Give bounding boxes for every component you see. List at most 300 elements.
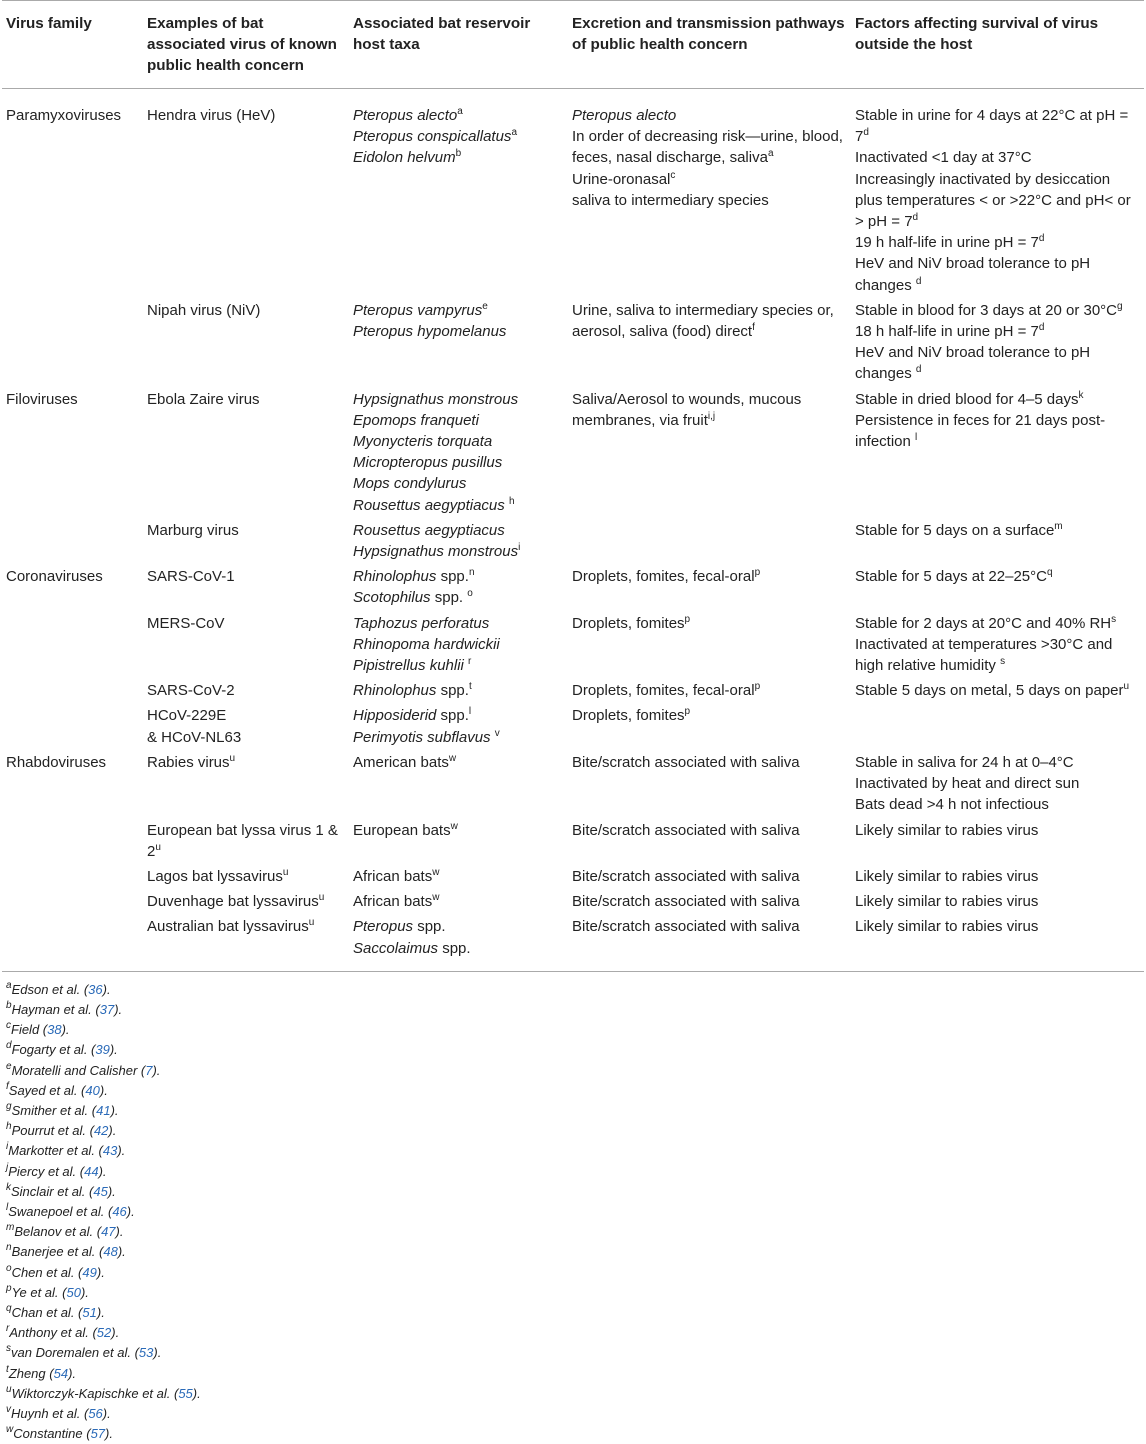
cell-text: Taphozus perforatus — [353, 614, 490, 632]
cell-line — [353, 105, 562, 126]
reference-link[interactable]: 39 — [95, 1042, 110, 1058]
footnote-text: Sayed et al. ( — [8, 1082, 86, 1098]
footnote-marker: u — [1123, 681, 1130, 693]
footnote-end: ). — [115, 1224, 124, 1240]
footnote-text: Pourrut et al. ( — [11, 1123, 94, 1139]
cell-line — [855, 232, 1138, 253]
cell-text: Bite/scratch associated with saliva — [572, 867, 800, 885]
cell-transmission — [568, 703, 851, 749]
footnote-end: ). — [114, 1001, 123, 1017]
cell-text: Saccolaimus — [353, 939, 439, 957]
cell-transmission — [568, 889, 851, 914]
footnote — [6, 1000, 1146, 1020]
footnote-text: Banerjee et al. ( — [11, 1244, 104, 1260]
cell-text: Droplets, fomites, fecal-oral — [572, 682, 755, 700]
cell-line — [353, 916, 562, 937]
cell-line — [855, 147, 1138, 168]
footnote-text: Anthony et al. ( — [9, 1325, 97, 1341]
cell-text: saliva to intermediary species — [572, 191, 769, 209]
footnote-marker: i,j — [707, 410, 716, 422]
cell-text: Likely similar to rabies virus — [855, 918, 1039, 936]
footnote — [6, 980, 1146, 1000]
cell-text: Inactivated at temperatures >30°C and high relative humidity — [855, 635, 1113, 675]
footnote-marker: p — [684, 706, 691, 718]
footnote-end: ). — [102, 1405, 111, 1421]
cell-transmission — [568, 678, 851, 703]
cell-text: 19 h half-life in urine pH = 7 — [855, 234, 1039, 252]
footnote-marker: u — [229, 752, 236, 764]
table-row — [2, 564, 1144, 610]
cell-transmission — [568, 914, 851, 971]
cell-line — [855, 300, 1138, 321]
cell-host-taxa — [349, 818, 568, 864]
cell-text: 18 h half-life in urine pH = 7 — [855, 323, 1039, 341]
cell-line — [353, 147, 562, 168]
cell-text: Stable in blood for 3 days at 20 or 30°C — [855, 301, 1117, 319]
cell-text-suffix: spp. — [436, 568, 469, 586]
reference-link[interactable]: 43 — [102, 1143, 118, 1159]
cell-text: Rhinopoma hardwickii — [353, 635, 500, 653]
cell-virus-family — [2, 678, 143, 703]
reference-link[interactable]: 42 — [93, 1123, 109, 1139]
cell-line — [572, 866, 845, 887]
cell-line — [572, 752, 845, 773]
cell-host-taxa — [349, 864, 568, 889]
cell-line — [855, 105, 1138, 147]
cell-line — [855, 342, 1138, 384]
cell-survival — [851, 518, 1144, 564]
cell-text: Rousettus aegyptiacus — [353, 496, 509, 514]
reference-link[interactable]: 52 — [96, 1325, 112, 1341]
cell-line — [147, 389, 343, 410]
footnote-marker: l — [915, 432, 918, 444]
cell-text: Saliva/Aerosol to wounds, mucous membranes, via fruit — [572, 390, 802, 429]
footnote-marker: c — [670, 169, 676, 181]
footnote-end: ). — [107, 1183, 116, 1199]
cell-host-taxa — [349, 89, 568, 298]
cell-text: Likely similar to rabies virus — [855, 893, 1039, 911]
footnote-text: Chan et al. ( — [11, 1304, 83, 1320]
reference-link[interactable]: 37 — [99, 1001, 115, 1017]
cell-line — [147, 520, 343, 541]
footnote-end: ). — [96, 1304, 105, 1320]
cell-line — [572, 566, 845, 587]
cell-text: Ebola Zaire virus — [147, 390, 260, 408]
footnote — [6, 1121, 1146, 1141]
cell-host-taxa — [349, 518, 568, 564]
header-transmission: Excretion and transmission pathways of public health concern — [568, 1, 851, 89]
cell-text: Inactivated <1 day at 37°C — [855, 149, 1032, 167]
cell-text: Scotophilus — [353, 589, 431, 607]
cell-host-taxa — [349, 564, 568, 610]
reference-link[interactable]: 7 — [145, 1062, 153, 1078]
table-row — [2, 387, 1144, 518]
cell-line — [855, 773, 1138, 794]
cell-text: Myonycteris torquata — [353, 433, 493, 451]
cell-text: Australian bat lyssavirus — [147, 918, 309, 936]
footnote-mark: p — [6, 1282, 12, 1294]
cell-virus-family — [2, 518, 143, 564]
footnote-text: Chen et al. ( — [11, 1264, 83, 1280]
footnote-marker: d — [863, 127, 869, 139]
table-row — [2, 298, 1144, 387]
cell-virus-family: Rhabdoviruses — [6, 753, 107, 771]
cell-text: Droplets, fomites — [572, 614, 685, 632]
cell-line — [855, 613, 1138, 634]
cell-transmission — [568, 89, 851, 298]
cell-line — [855, 891, 1138, 912]
table-row — [2, 611, 1144, 679]
reference-link[interactable]: 55 — [178, 1385, 193, 1401]
footnote — [6, 1343, 1146, 1363]
footnote-marker: m — [1054, 520, 1063, 532]
cell-text: MERS-CoV — [147, 614, 225, 632]
table-row — [2, 864, 1144, 889]
cell-line — [353, 866, 562, 887]
footnote-marker: t — [468, 681, 472, 693]
footnote-text: Field ( — [11, 1022, 48, 1038]
cell-host-taxa — [349, 889, 568, 914]
cell-line — [572, 389, 845, 431]
cell-line — [353, 655, 562, 676]
cell-transmission — [568, 611, 851, 679]
cell-virus-example — [143, 89, 349, 298]
footnote — [6, 1242, 1146, 1262]
cell-text: Stable for 5 days on a surface — [855, 521, 1055, 539]
header-virus-family: Virus family — [2, 1, 143, 89]
cell-line — [353, 705, 562, 726]
cell-text: Stable for 5 days at 22–25°C — [855, 568, 1047, 586]
cell-text: Inactivated by heat and direct sun — [855, 775, 1080, 793]
cell-virus-example — [143, 518, 349, 564]
footnote-marker: d — [915, 364, 922, 376]
header-row — [2, 1, 1144, 89]
cell-virus-example — [143, 889, 349, 914]
cell-line — [353, 473, 562, 494]
cell-text: HeV and NiV broad tolerance to pH changes — [855, 344, 1091, 383]
footnote-marker: w — [450, 820, 458, 832]
cell-text: Rhinolophus — [353, 568, 437, 586]
footnote-mark: e — [6, 1060, 12, 1072]
cell-line — [855, 820, 1138, 841]
footnote-marker: w — [432, 892, 440, 904]
reference-link[interactable]: 53 — [138, 1345, 154, 1361]
cell-line — [353, 321, 562, 342]
cell-survival — [851, 387, 1144, 518]
reference-link[interactable]: 40 — [85, 1082, 100, 1098]
cell-line — [147, 820, 343, 862]
cell-line — [353, 541, 562, 562]
footnote-text: Swanepoel et al. ( — [8, 1203, 113, 1219]
cell-text: Pteropus hypomelanus — [353, 323, 507, 341]
cell-line — [572, 169, 845, 190]
table-row — [2, 703, 1144, 749]
cell-transmission — [568, 864, 851, 889]
cell-line — [353, 410, 562, 431]
cell-text: Likely similar to rabies virus — [855, 821, 1039, 839]
reference-link[interactable]: 44 — [84, 1163, 99, 1179]
cell-text: Perimyotis subflavus — [353, 728, 495, 746]
cell-text: Hypsignathus monstrous — [353, 543, 519, 561]
reference-link[interactable]: 54 — [53, 1365, 69, 1381]
cell-line — [855, 866, 1138, 887]
footnote-marker: u — [282, 866, 289, 878]
cell-line — [147, 105, 343, 126]
cell-line — [147, 300, 343, 321]
footnote-end: ). — [117, 1244, 126, 1260]
footnote-end: ). — [108, 1123, 117, 1139]
footnote-marker: h — [508, 495, 515, 507]
footnote-mark: d — [6, 1040, 12, 1052]
cell-line — [353, 727, 562, 748]
cell-text: Stable in urine for 4 days at 22°C at pH = 7 — [855, 107, 1129, 146]
cell-transmission — [568, 818, 851, 864]
cell-text-suffix: spp. — [413, 918, 446, 936]
cell-line — [353, 431, 562, 452]
footnote-mark: u — [6, 1383, 12, 1395]
cell-line — [353, 613, 562, 634]
footnote-mark: v — [6, 1403, 11, 1415]
cell-text: Pteropus vampyrus — [353, 301, 483, 319]
footnote-marker: q — [1046, 567, 1053, 579]
cell-survival — [851, 678, 1144, 703]
footnote — [6, 1162, 1146, 1182]
footnote-end: ). — [153, 1345, 162, 1361]
cell-text: Droplets, fomites, fecal-oral — [572, 568, 755, 586]
cell-virus-family — [2, 611, 143, 679]
footnote-marker: s — [1111, 613, 1117, 625]
cell-line — [572, 190, 845, 211]
cell-text: African bats — [353, 867, 433, 885]
cell-text-suffix: spp. — [430, 589, 468, 607]
reference-link[interactable]: 38 — [47, 1022, 62, 1038]
cell-text-suffix: spp. — [436, 707, 469, 725]
cell-line — [353, 938, 562, 959]
cell-line — [572, 126, 845, 168]
footnote-marker: b — [455, 148, 462, 160]
footnote — [6, 1182, 1146, 1202]
cell-text: Duvenhage bat lyssavirus — [147, 893, 319, 911]
cell-line — [855, 520, 1138, 541]
footnote-marker: p — [684, 613, 691, 625]
header-survival: Factors affecting survival of virus outside the host — [851, 1, 1144, 89]
cell-line — [855, 389, 1138, 410]
footnote-end: ). — [96, 1264, 105, 1280]
cell-survival — [851, 703, 1144, 749]
cell-text: Bite/scratch associated with saliva — [572, 753, 800, 771]
cell-line — [572, 105, 845, 126]
cell-text: Pipistrellus kuhlii — [353, 657, 469, 675]
cell-transmission — [568, 518, 851, 564]
footnote-text: Markotter et al. ( — [8, 1143, 103, 1159]
cell-text-suffix: spp. — [436, 682, 469, 700]
cell-line — [855, 253, 1138, 295]
cell-line — [353, 389, 562, 410]
footnote — [6, 1061, 1146, 1081]
footnote-marker: d — [1038, 233, 1045, 245]
cell-line — [147, 752, 343, 773]
footnote — [6, 1020, 1146, 1040]
cell-line — [353, 891, 562, 912]
footnote-marker: d — [915, 275, 922, 287]
cell-text: Lagos bat lyssavirus — [147, 867, 283, 885]
reference-link[interactable]: 46 — [112, 1203, 127, 1219]
footnote-mark: t — [6, 1363, 9, 1375]
reference-link[interactable]: 47 — [101, 1224, 116, 1240]
cell-text: Nipah virus (NiV) — [147, 301, 261, 319]
reference-link[interactable]: 50 — [66, 1284, 81, 1300]
footnote-marker: s — [1000, 656, 1006, 668]
cell-line — [855, 566, 1138, 587]
cell-virus-family — [2, 889, 143, 914]
cell-line — [353, 634, 562, 655]
cell-virus-example — [143, 564, 349, 610]
cell-line — [353, 126, 562, 147]
table-row — [2, 750, 1144, 818]
footnote-mark: r — [6, 1323, 10, 1335]
cell-text: Epomops franqueti — [353, 411, 479, 429]
cell-survival — [851, 611, 1144, 679]
reference-link[interactable]: 51 — [82, 1304, 97, 1320]
footnote — [6, 1424, 1146, 1444]
footnote-end: ). — [99, 1082, 108, 1098]
cell-virus-example — [143, 818, 349, 864]
footnote-marker: v — [494, 727, 500, 739]
cell-text: Pteropus — [353, 918, 414, 936]
cell-virus-family — [2, 298, 143, 387]
cell-survival — [851, 818, 1144, 864]
footnote-mark: c — [6, 1020, 11, 1032]
footnote-marker: l — [468, 706, 472, 718]
cell-survival — [851, 864, 1144, 889]
cell-virus-family: Paramyxoviruses — [6, 107, 122, 124]
cell-text: Bats dead >4 h not infectious — [855, 796, 1049, 814]
cell-text: American bats — [353, 753, 449, 771]
reference-link[interactable]: 49 — [82, 1264, 97, 1280]
footnote-text: Fogarty et al. ( — [11, 1042, 96, 1058]
footnote — [6, 1323, 1146, 1343]
cell-text: Pteropus alecto — [353, 107, 458, 124]
cell-virus-family — [2, 703, 143, 749]
cell-virus-example — [143, 611, 349, 679]
cell-line — [353, 566, 562, 587]
cell-text: In order of decreasing risk—urine, blood, feces, nasal discharge, saliva — [572, 128, 843, 167]
footnote-text: Smither et al. ( — [11, 1102, 97, 1118]
cell-text: Mops condylurus — [353, 475, 467, 493]
footnote-mark: g — [6, 1100, 12, 1112]
cell-host-taxa — [349, 750, 568, 818]
table-row — [2, 678, 1144, 703]
reference-link[interactable]: 57 — [90, 1426, 106, 1442]
cell-virus-example — [143, 750, 349, 818]
cell-virus-example — [143, 914, 349, 971]
footnote-end: ). — [105, 1426, 113, 1442]
footnote-marker: w — [432, 866, 440, 878]
cell-line — [855, 794, 1138, 815]
reference-link[interactable]: 48 — [103, 1244, 118, 1260]
cell-survival — [851, 889, 1144, 914]
reference-link[interactable]: 45 — [93, 1183, 108, 1199]
cell-text: & HCoV-NL63 — [147, 728, 242, 746]
footnote-marker: i — [518, 542, 521, 554]
cell-text: Urine-oronasal — [572, 170, 671, 188]
cell-line — [572, 820, 845, 841]
cell-survival — [851, 564, 1144, 610]
footnote-mark: k — [6, 1181, 11, 1193]
cell-text: HeV and NiV broad tolerance to pH changes — [855, 255, 1091, 294]
footnote-marker: f — [752, 322, 755, 334]
cell-virus-family: Coronaviruses — [6, 568, 103, 586]
footnote-mark: w — [6, 1424, 14, 1436]
reference-link[interactable]: 36 — [88, 981, 103, 997]
footnote-marker: a — [511, 127, 517, 139]
footnote-end: ). — [152, 1062, 161, 1078]
reference-link[interactable]: 56 — [88, 1405, 103, 1421]
cell-virus-example — [143, 387, 349, 518]
footnote-end: ). — [102, 981, 111, 997]
cell-virus-family — [2, 818, 143, 864]
cell-line — [572, 300, 845, 342]
cell-virus-example — [143, 298, 349, 387]
footnote-mark: l — [6, 1201, 9, 1213]
cell-virus-family — [2, 864, 143, 889]
cell-text: HCoV-229E — [147, 707, 227, 725]
footnote — [6, 1040, 1146, 1060]
cell-line — [572, 891, 845, 912]
cell-survival — [851, 750, 1144, 818]
cell-transmission — [568, 387, 851, 518]
cell-text: Micropteropus pusillus — [353, 454, 503, 472]
cell-virus-example — [143, 703, 349, 749]
footnote-marker: u — [155, 841, 161, 853]
footnote-end: ). — [98, 1163, 107, 1179]
footnote-marker: e — [482, 300, 488, 312]
cell-line — [353, 520, 562, 541]
footnote-marker: u — [318, 892, 325, 904]
footnote-text: Edson et al. ( — [11, 981, 89, 997]
footnote — [6, 1222, 1146, 1242]
reference-link[interactable]: 41 — [96, 1102, 111, 1118]
footnote-end: ). — [61, 1022, 70, 1038]
footnote-mark: a — [6, 979, 12, 991]
footnotes — [6, 980, 1146, 1444]
footnote-text: Wiktorczyk-Kapischke et al. ( — [11, 1385, 179, 1401]
footnote-end: ). — [111, 1325, 120, 1341]
cell-text: Rabies virus — [147, 753, 230, 771]
footnote-mark: s — [6, 1343, 11, 1355]
cell-line — [855, 680, 1138, 701]
cell-text: SARS-CoV-1 — [147, 568, 235, 586]
cell-text: Urine, saliva to intermediary species or, aerosol, saliva (food) direct — [572, 301, 834, 341]
cell-text: Rousettus aegyptiacus — [353, 521, 505, 539]
cell-line — [353, 300, 562, 321]
cell-line — [147, 916, 343, 937]
footnote-marker: w — [448, 752, 457, 764]
footnote-text: Piercy et al. ( — [8, 1163, 85, 1179]
cell-line — [572, 613, 845, 634]
footnote-text: Constantine ( — [13, 1426, 91, 1442]
footnote-end: ). — [109, 1042, 118, 1058]
cell-virus-example — [143, 864, 349, 889]
footnote-marker: a — [767, 148, 774, 160]
cell-host-taxa — [349, 678, 568, 703]
cell-virus-family — [2, 914, 143, 971]
cell-transmission — [568, 298, 851, 387]
cell-line — [353, 495, 562, 516]
footnote-text: Ye et al. ( — [11, 1284, 67, 1300]
footnote-mark: q — [6, 1302, 12, 1314]
cell-line — [855, 410, 1138, 452]
